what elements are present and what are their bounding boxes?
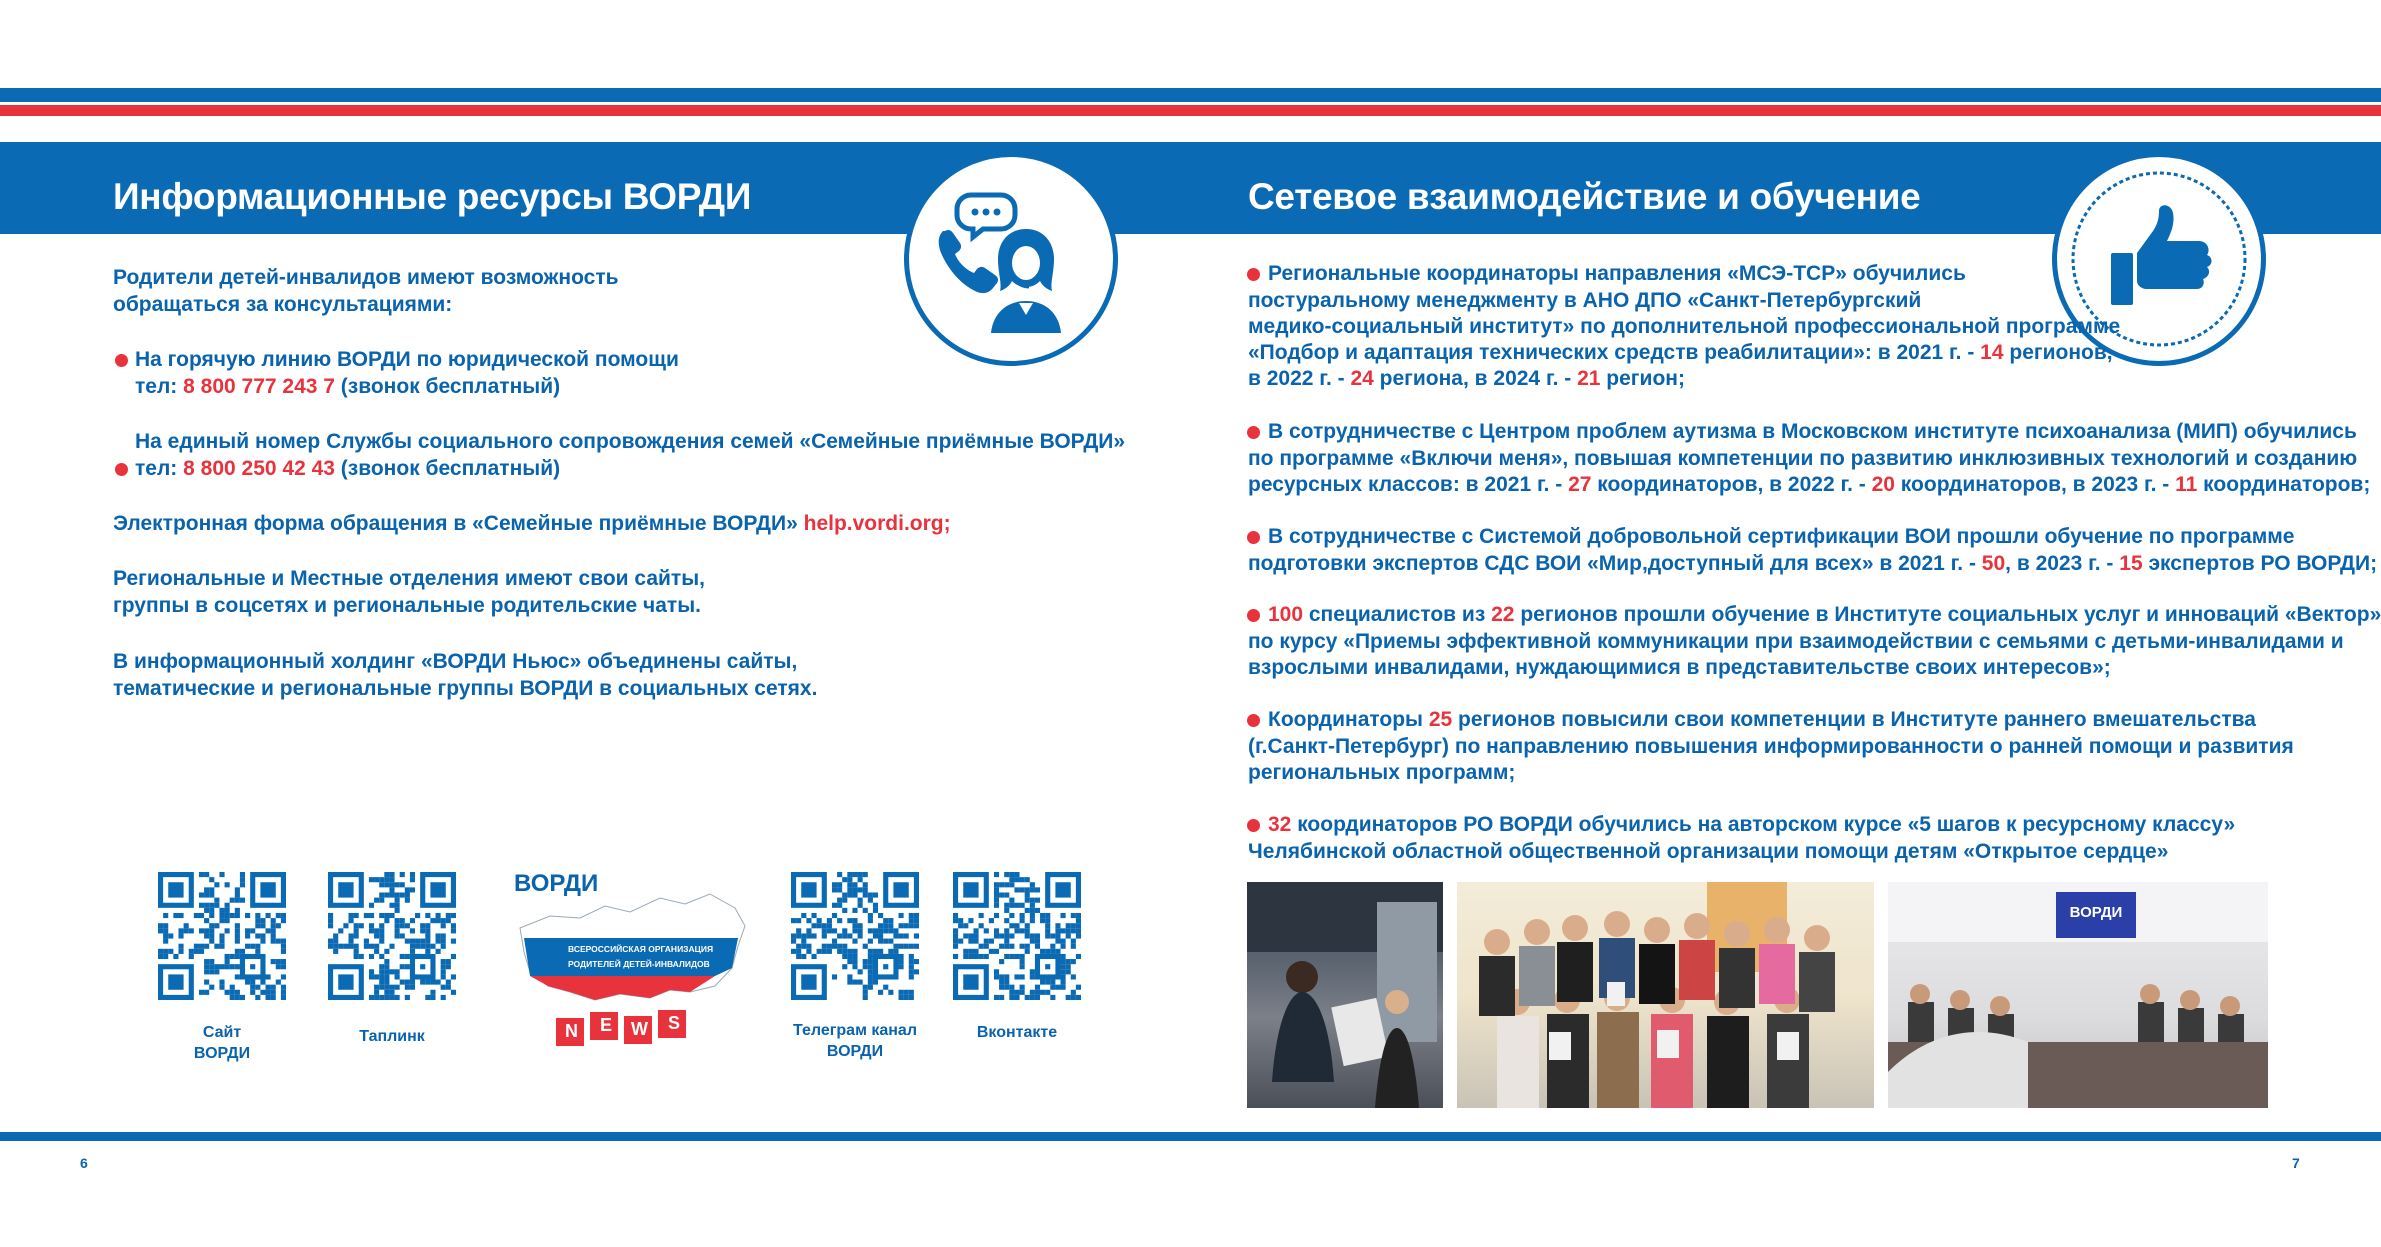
p5-line-1: Координаторы 25 регионов повысили свои компетенции в Институте раннего вмешательства	[1268, 708, 2256, 731]
p1-line-5: в 2022 г. - 24 региона, в 2024 г. - 21 регион;	[1248, 367, 1685, 390]
news-letter: E	[600, 1015, 613, 1035]
photo-training-1	[1247, 882, 1443, 1108]
family-phone-prefix: тел:	[135, 457, 184, 480]
news-letter: S	[668, 1013, 681, 1033]
qr-code-telegram[interactable]	[791, 872, 919, 1000]
photo-classroom	[1888, 882, 2268, 1108]
highlight-number: 24	[1350, 367, 1374, 390]
photo-training-group	[1457, 882, 1874, 1108]
screen-text: ВОРДИ	[2069, 904, 2123, 921]
vordi-news-logo[interactable]	[510, 868, 750, 1068]
highlight-number: 11	[2175, 473, 2198, 496]
footer-stripe	[0, 1132, 2381, 1141]
highlight-number: 22	[1491, 603, 1515, 626]
qr-label-vk: Вконтакте	[976, 1024, 1058, 1041]
highlight-number: 21	[1577, 367, 1601, 390]
qr-code-site[interactable]	[158, 872, 286, 1000]
p4-line-3: взрослыми инвалидами, нуждающимися в представительстве своих интересов»;	[1248, 656, 2111, 679]
bullet	[1247, 714, 1260, 727]
holding-line-1: В информационный холдинг «ВОРДИ Ньюс» объединены сайты,	[113, 650, 798, 673]
page-title-left: Информационные ресурсы ВОРДИ	[113, 176, 752, 217]
intro-line-2: обращаться за консультациями:	[113, 293, 453, 316]
highlight-number: 32	[1268, 813, 1292, 836]
hotline-phone-number[interactable]: 8 800 777 243 7	[183, 375, 335, 398]
top-blue-stripe	[0, 88, 2381, 102]
hotline-text: На горячую линию ВОРДИ по юридической помощи	[135, 348, 679, 371]
logo-org-line-1: ВСЕРОССИЙСКАЯ ОРГАНИЗАЦИЯ	[568, 944, 714, 954]
bullet	[115, 354, 128, 367]
bullet	[1247, 609, 1260, 622]
qr-label-site: Сайт ВОРДИ	[193, 1024, 251, 1062]
logo-title: ВОРДИ	[514, 870, 599, 897]
p1-line-4: «Подбор и адаптация технических средств реабилитации»: в 2021 г. - 14 регионов,	[1248, 341, 2113, 364]
family-phone-line	[135, 455, 560, 482]
qr-label-taplink: Таплинк	[359, 1028, 425, 1045]
regional-line-1: Региональные и Местные отделения имеют свои сайты,	[113, 567, 705, 590]
family-service-text: На единый номер Службы социального сопровождения семей «Семейные приёмные ВОРДИ»	[135, 430, 1126, 453]
qr-code-taplink[interactable]	[328, 872, 456, 1000]
bullet	[1247, 426, 1260, 439]
p1-line-3: медико-социальный институт» по дополнительной профессиональной программе	[1248, 315, 2121, 338]
regional-line-2: группы в соцсетях и региональные родительские чаты.	[113, 594, 701, 617]
p1-line-2: постуральному менеджменту в АНО ДПО «Санкт-Петербургский	[1248, 289, 1922, 312]
page-title-right: Сетевое взаимодействие и обучение	[1248, 176, 1921, 217]
logo-org-line-2: РОДИТЕЛЕЙ ДЕТЕЙ-ИНВАЛИДОВ	[568, 959, 710, 969]
p3-line-1: В сотрудничестве с Системой добровольной сертификации ВОИ прошли обучение по программе	[1268, 525, 2295, 548]
highlight-number: 25	[1428, 708, 1453, 731]
p4-line-2: по курсу «Приемы эффективной коммуникации при взаимодействии с семьями с детьми-инвалидами и	[1248, 630, 2344, 653]
highlight-number: 27	[1568, 473, 1592, 496]
hotline-phone-suffix: (звонок бесплатный)	[334, 375, 561, 398]
intro-line-1: Родители детей-инвалидов имеют возможность	[113, 266, 619, 289]
qr-code-vk[interactable]	[953, 872, 1081, 1000]
highlight-number: 20	[1871, 473, 1895, 496]
highlight-number: 100	[1268, 603, 1304, 626]
highlight-number: 14	[1980, 341, 2004, 364]
p4-line-1: 100 специалистов из 22 регионов прошли обучение в Институте социальных услуг и инноваций «Вектор»	[1268, 603, 2381, 626]
p2-line-3: ресурсных классов: в 2021 г. - 27 координаторов, в 2022 г. - 20 координаторов, в 2023 г. - 11 координаторов;	[1248, 473, 2371, 496]
family-phone-suffix: (звонок бесплатный)	[334, 457, 561, 480]
bullet	[115, 463, 128, 476]
bullet	[1247, 531, 1260, 544]
page-number-right: 7	[2292, 1155, 2300, 1171]
eform-text: Электронная форма обращения в «Семейные приёмные ВОРДИ»	[113, 512, 804, 535]
p1-line-1: Региональные координаторы направления «МСЭ-ТСР» обучились	[1268, 262, 1966, 285]
bullet	[1247, 819, 1260, 832]
p2-line-1: В сотрудничестве с Центром проблем аутизма в Московском институте психоанализа (МИП) обучились	[1268, 420, 2357, 443]
news-letter: W	[631, 1019, 648, 1039]
p5-line-3: региональных программ;	[1248, 761, 1516, 784]
page-number-left: 6	[80, 1155, 88, 1171]
p5-line-2: (г.Санкт-Петербург) по направлению повышения информированности о ранней помощи и развития	[1248, 735, 2294, 758]
p3-line-2: подготовки экспертов СДС ВОИ «Мир,доступный для всех» в 2021 г. - 50, в 2023 г. - 15 экспертов РО ВОРДИ;	[1248, 552, 2378, 575]
family-phone-number[interactable]: 8 800 250 42 43	[183, 457, 335, 480]
eform-line	[113, 510, 951, 537]
bullet	[1247, 268, 1260, 281]
p2-line-2: по программе «Включи меня», повышая компетенции по развитию инклюзивных технологий и созданию	[1248, 447, 2358, 470]
highlight-number: 50	[1981, 552, 2006, 575]
qr-label-telegram: Телеграм канал ВОРДИ	[793, 1022, 917, 1060]
call-center-operator-icon	[904, 152, 1118, 366]
highlight-number: 15	[2119, 552, 2143, 575]
p6-line-2: Челябинской областной общественной организации помощи детям «Открытое сердце»	[1248, 840, 2169, 863]
p6-line-1: 32 координаторов РО ВОРДИ обучились на авторском курсе «5 шагов к ресурсному классу»	[1268, 813, 2236, 836]
eform-link[interactable]: help.vordi.org;	[803, 512, 951, 535]
top-red-stripe	[0, 105, 2381, 116]
holding-line-2: тематические и региональные группы ВОРДИ в социальных сетях.	[113, 677, 818, 700]
hotline-phone-prefix: тел:	[135, 375, 184, 398]
hotline-phone-line	[135, 373, 560, 400]
news-letter: N	[565, 1021, 578, 1041]
